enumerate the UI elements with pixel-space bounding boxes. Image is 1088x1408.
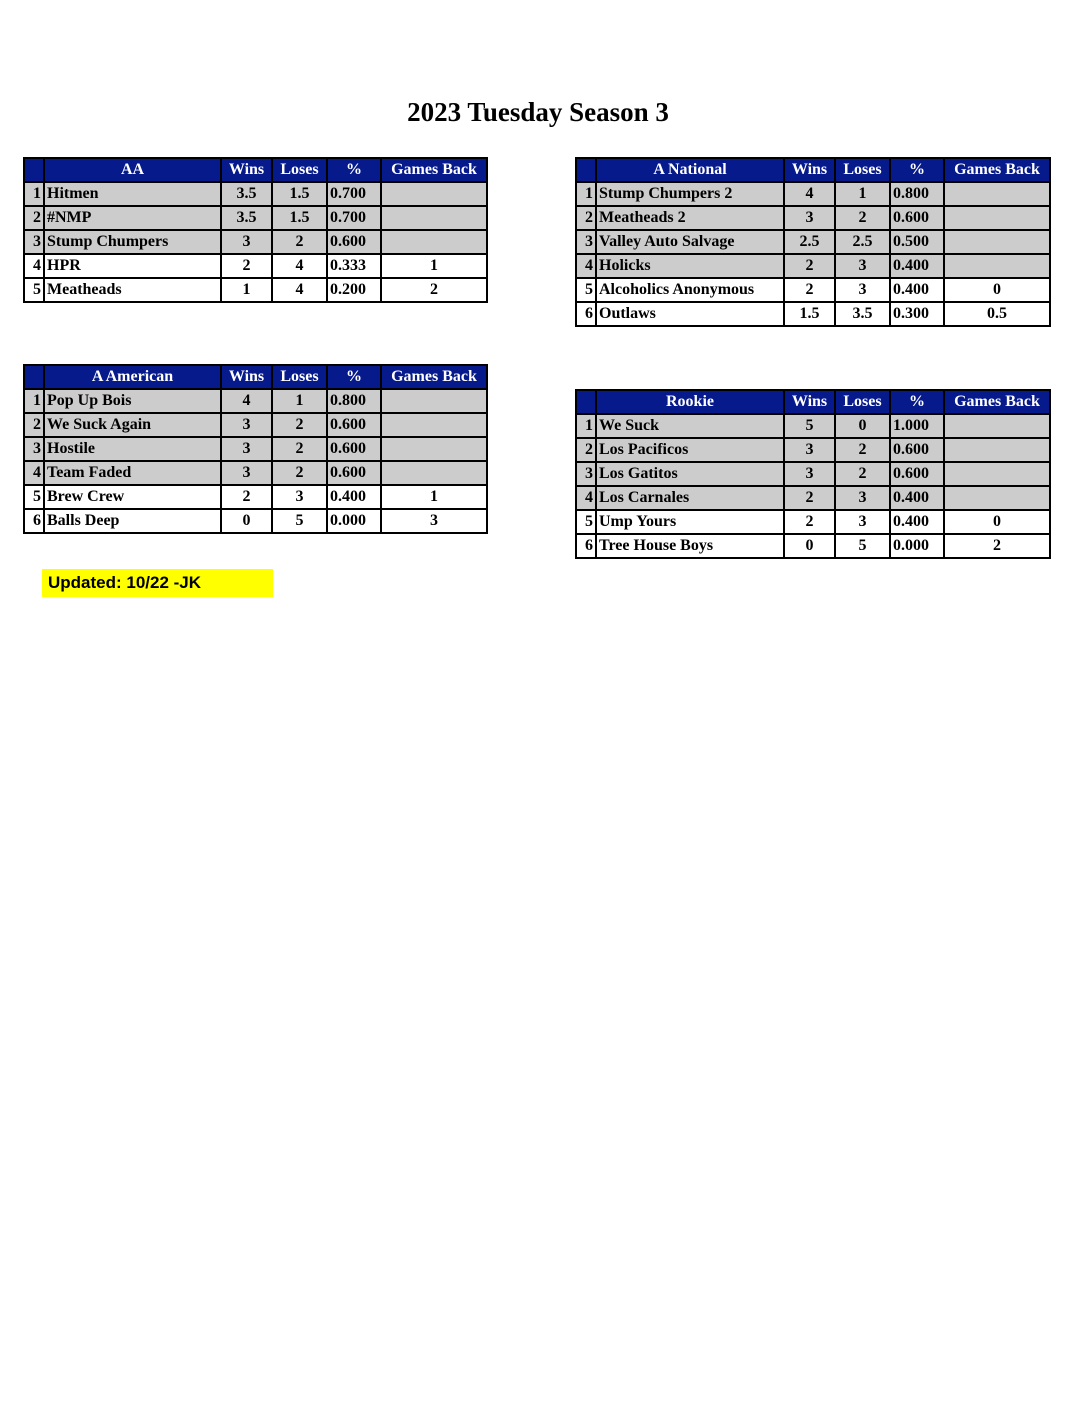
pct-header: % [327, 365, 381, 389]
rank-cell: 5 [24, 485, 44, 509]
pct-cell: 0.200 [327, 278, 381, 302]
pct-header: % [890, 390, 944, 414]
games-back-cell: 2 [944, 534, 1050, 558]
table-header-row [24, 365, 487, 389]
loses-cell: 1.5 [272, 182, 327, 206]
rank-cell: 1 [24, 389, 44, 413]
table-row [576, 182, 1050, 206]
standings-table-a-national [575, 157, 1051, 327]
rank-cell: 5 [24, 278, 44, 302]
loses-cell: 2 [835, 462, 890, 486]
standings-table-rookie [575, 389, 1051, 559]
games-back-cell: 1 [381, 485, 487, 509]
updated-note: Updated: 10/22 -JK [42, 569, 273, 597]
loses-cell: 2 [272, 461, 327, 485]
loses-cell: 3 [272, 485, 327, 509]
games-back-cell [944, 254, 1050, 278]
rank-cell: 2 [24, 413, 44, 437]
pct-cell: 0.333 [327, 254, 381, 278]
rank-header [576, 390, 596, 414]
games-back-cell [944, 230, 1050, 254]
rank-cell: 4 [24, 254, 44, 278]
table-row [24, 182, 487, 206]
loses-cell: 5 [272, 509, 327, 533]
wins-cell: 2 [784, 254, 835, 278]
table-row [576, 230, 1050, 254]
loses-header: Loses [272, 158, 327, 182]
team-name: Brew Crew [44, 485, 221, 509]
table-row [576, 486, 1050, 510]
pct-cell: 0.600 [327, 437, 381, 461]
wins-cell: 2 [784, 278, 835, 302]
loses-cell: 2 [835, 206, 890, 230]
table-row [24, 437, 487, 461]
loses-cell: 1 [272, 389, 327, 413]
standings-table-a-american [23, 364, 488, 534]
table-row [576, 462, 1050, 486]
table-header-row [24, 158, 487, 182]
games-back-header: Games Back [944, 158, 1050, 182]
table-header-row [576, 158, 1050, 182]
table-row [576, 510, 1050, 534]
games-back-cell [381, 437, 487, 461]
team-name: #NMP [44, 206, 221, 230]
wins-cell: 2 [784, 510, 835, 534]
loses-cell: 0 [835, 414, 890, 438]
wins-cell: 4 [221, 389, 272, 413]
wins-cell: 3 [221, 437, 272, 461]
games-back-cell: 1 [381, 254, 487, 278]
table-row [576, 414, 1050, 438]
team-name: Stump Chumpers [44, 230, 221, 254]
table-row [576, 206, 1050, 230]
wins-cell: 1 [221, 278, 272, 302]
games-back-cell [381, 182, 487, 206]
pct-cell: 0.600 [890, 462, 944, 486]
loses-cell: 4 [272, 278, 327, 302]
team-name: Meatheads 2 [596, 206, 784, 230]
games-back-cell [944, 206, 1050, 230]
team-name: We Suck [596, 414, 784, 438]
wins-header: Wins [221, 365, 272, 389]
loses-header: Loses [835, 390, 890, 414]
rank-cell: 3 [576, 230, 596, 254]
pct-header: % [890, 158, 944, 182]
rank-cell: 2 [24, 206, 44, 230]
wins-cell: 3.5 [221, 182, 272, 206]
rank-cell: 4 [576, 254, 596, 278]
games-back-cell [944, 182, 1050, 206]
loses-cell: 2.5 [835, 230, 890, 254]
wins-cell: 1.5 [784, 302, 835, 326]
games-back-cell [944, 438, 1050, 462]
games-back-cell: 2 [381, 278, 487, 302]
team-name: Balls Deep [44, 509, 221, 533]
games-back-cell [944, 462, 1050, 486]
team-name: Tree House Boys [596, 534, 784, 558]
pct-cell: 0.400 [890, 510, 944, 534]
loses-cell: 3 [835, 278, 890, 302]
pct-cell: 0.400 [890, 278, 944, 302]
pct-cell: 0.800 [327, 389, 381, 413]
games-back-cell [381, 230, 487, 254]
wins-header: Wins [784, 158, 835, 182]
games-back-cell: 0.5 [944, 302, 1050, 326]
loses-cell: 2 [835, 438, 890, 462]
rank-cell: 1 [576, 414, 596, 438]
team-name: Los Pacificos [596, 438, 784, 462]
table-row [24, 389, 487, 413]
games-back-cell: 3 [381, 509, 487, 533]
table-row [576, 302, 1050, 326]
table-row [24, 230, 487, 254]
page-title: 2023 Tuesday Season 3 [407, 97, 669, 127]
pct-cell: 0.000 [890, 534, 944, 558]
table-row [576, 438, 1050, 462]
table-row [576, 254, 1050, 278]
team-name: Hostile [44, 437, 221, 461]
games-back-cell [381, 206, 487, 230]
games-back-cell [944, 414, 1050, 438]
rank-cell: 2 [576, 438, 596, 462]
wins-cell: 3 [784, 462, 835, 486]
wins-cell: 3.5 [221, 206, 272, 230]
wins-cell: 0 [784, 534, 835, 558]
games-back-header: Games Back [381, 365, 487, 389]
loses-header: Loses [272, 365, 327, 389]
pct-cell: 0.600 [327, 413, 381, 437]
team-name: Valley Auto Salvage [596, 230, 784, 254]
pct-header: % [327, 158, 381, 182]
rank-header [576, 158, 596, 182]
loses-cell: 3 [835, 510, 890, 534]
pct-cell: 0.600 [890, 438, 944, 462]
rank-cell: 6 [576, 302, 596, 326]
rank-cell: 5 [576, 278, 596, 302]
division-name: Rookie [596, 390, 784, 414]
wins-cell: 5 [784, 414, 835, 438]
wins-cell: 4 [784, 182, 835, 206]
team-name: Outlaws [596, 302, 784, 326]
pct-cell: 0.800 [890, 182, 944, 206]
rank-cell: 3 [24, 230, 44, 254]
wins-cell: 3 [221, 461, 272, 485]
table-row [24, 485, 487, 509]
table-row [24, 278, 487, 302]
pct-cell: 0.400 [890, 254, 944, 278]
wins-cell: 2.5 [784, 230, 835, 254]
division-name: AA [44, 158, 221, 182]
division-name: A National [596, 158, 784, 182]
rank-cell: 6 [24, 509, 44, 533]
loses-cell: 5 [835, 534, 890, 558]
table-row [576, 278, 1050, 302]
pct-cell: 0.500 [890, 230, 944, 254]
rank-cell: 2 [576, 206, 596, 230]
wins-cell: 3 [221, 413, 272, 437]
pct-cell: 0.000 [327, 509, 381, 533]
rank-cell: 1 [576, 182, 596, 206]
table-row [24, 206, 487, 230]
table-row [24, 413, 487, 437]
team-name: Pop Up Bois [44, 389, 221, 413]
loses-header: Loses [835, 158, 890, 182]
games-back-cell [944, 486, 1050, 510]
rank-header [24, 158, 44, 182]
games-back-header: Games Back [944, 390, 1050, 414]
wins-header: Wins [784, 390, 835, 414]
team-name: Los Gatitos [596, 462, 784, 486]
table-row [576, 534, 1050, 558]
rank-cell: 4 [576, 486, 596, 510]
team-name: Alcoholics Anonymous [596, 278, 784, 302]
pct-cell: 0.400 [890, 486, 944, 510]
wins-cell: 0 [221, 509, 272, 533]
wins-cell: 2 [784, 486, 835, 510]
team-name: Hitmen [44, 182, 221, 206]
wins-cell: 3 [784, 206, 835, 230]
rank-cell: 3 [576, 462, 596, 486]
rank-cell: 4 [24, 461, 44, 485]
loses-cell: 2 [272, 413, 327, 437]
wins-cell: 3 [221, 230, 272, 254]
loses-cell: 4 [272, 254, 327, 278]
games-back-cell [381, 389, 487, 413]
team-name: Team Faded [44, 461, 221, 485]
wins-cell: 2 [221, 485, 272, 509]
games-back-cell [381, 461, 487, 485]
pct-cell: 0.600 [327, 461, 381, 485]
pct-cell: 0.600 [890, 206, 944, 230]
rank-cell: 1 [24, 182, 44, 206]
table-row [24, 461, 487, 485]
loses-cell: 2 [272, 437, 327, 461]
pct-cell: 1.000 [890, 414, 944, 438]
team-name: Ump Yours [596, 510, 784, 534]
loses-cell: 2 [272, 230, 327, 254]
team-name: HPR [44, 254, 221, 278]
rank-cell: 3 [24, 437, 44, 461]
rank-cell: 6 [576, 534, 596, 558]
loses-cell: 3 [835, 486, 890, 510]
wins-cell: 2 [221, 254, 272, 278]
rank-cell: 5 [576, 510, 596, 534]
wins-cell: 3 [784, 438, 835, 462]
pct-cell: 0.600 [327, 230, 381, 254]
loses-cell: 3 [835, 254, 890, 278]
team-name: We Suck Again [44, 413, 221, 437]
games-back-cell [381, 413, 487, 437]
wins-header: Wins [221, 158, 272, 182]
loses-cell: 1.5 [272, 206, 327, 230]
pct-cell: 0.300 [890, 302, 944, 326]
pct-cell: 0.700 [327, 206, 381, 230]
division-name: A American [44, 365, 221, 389]
pct-cell: 0.400 [327, 485, 381, 509]
loses-cell: 1 [835, 182, 890, 206]
games-back-cell: 0 [944, 278, 1050, 302]
pct-cell: 0.700 [327, 182, 381, 206]
team-name: Los Carnales [596, 486, 784, 510]
table-row [24, 509, 487, 533]
team-name: Holicks [596, 254, 784, 278]
standings-table-aa [23, 157, 488, 303]
loses-cell: 3.5 [835, 302, 890, 326]
table-row [24, 254, 487, 278]
table-header-row [576, 390, 1050, 414]
team-name: Stump Chumpers 2 [596, 182, 784, 206]
games-back-header: Games Back [381, 158, 487, 182]
games-back-cell: 0 [944, 510, 1050, 534]
team-name: Meatheads [44, 278, 221, 302]
rank-header [24, 365, 44, 389]
